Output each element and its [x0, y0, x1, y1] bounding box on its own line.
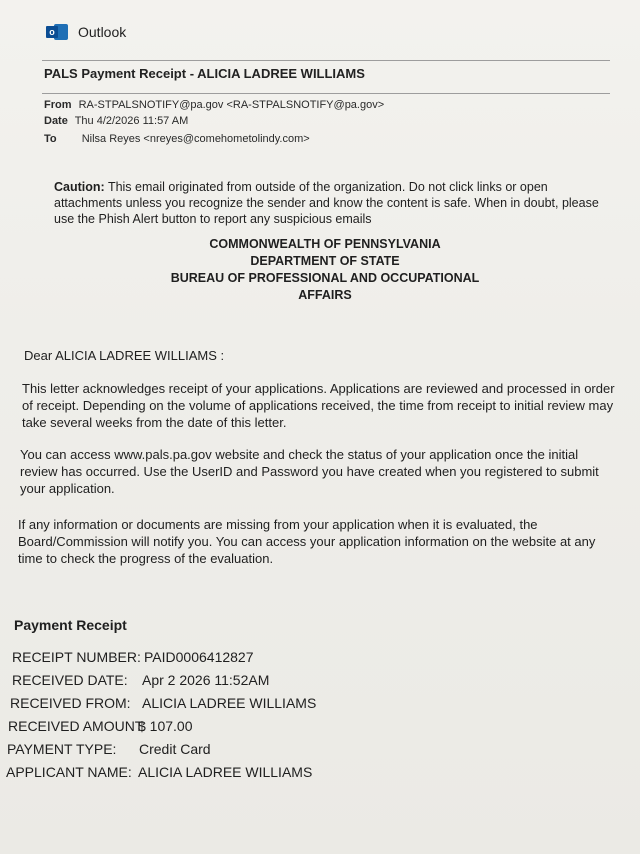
- app-header: [46, 22, 126, 42]
- receipt-value: PAID0006412827: [144, 648, 254, 665]
- to-value[interactable]: Nilsa Reyes <nreyes@comehometolindy.com>: [81, 133, 310, 145]
- receipt-row: [6, 760, 410, 783]
- to-line: [44, 133, 310, 145]
- receipt-label: RECEIVED DATE:: [12, 671, 128, 688]
- app-name: Outlook: [78, 24, 127, 40]
- header-divider: [42, 60, 610, 61]
- from-label: From: [44, 99, 72, 111]
- receipt-row: [7, 737, 410, 760]
- caution-label: Caution:: [54, 180, 105, 194]
- receipt-row: [10, 691, 410, 714]
- receipt-label: RECEIVED FROM:: [10, 694, 131, 711]
- receipt-label: APPLICANT NAME:: [6, 763, 132, 780]
- date-value: Thu 4/2/2026 11:57 AM: [74, 115, 189, 127]
- paragraph-2: You can access www.pals.pa.gov website and check the status of your application once the initial review has occurred. Use the UserID and Password you have created when you registered to submit your application.: [20, 447, 599, 496]
- subject-divider: [42, 93, 610, 94]
- greeting: Dear ALICIA LADREE WILLIAMS :: [24, 348, 225, 363]
- receipt-row: [12, 645, 410, 668]
- email-subject: PALS Payment Receipt - ALICIA LADREE WILLIAMS: [44, 66, 365, 81]
- receipt-value: ALICIA LADREE WILLIAMS: [138, 763, 313, 780]
- date-label: Date: [44, 115, 68, 127]
- receipt-value: ALICIA LADREE WILLIAMS: [142, 694, 317, 711]
- date-line: [44, 115, 188, 127]
- agency-line-3: BUREAU OF PROFESSIONAL AND OCCUPATIONAL AFFAIRS: [170, 271, 480, 302]
- to-label: To: [44, 133, 57, 145]
- receipt-row: [8, 714, 410, 737]
- payment-receipt-table: [6, 645, 410, 783]
- paragraph-3: If any information or documents are missing from your application when it is evaluated, the Board/Commission will notify you. You can access your application information on the website at any time to check the progress of the evaluation.: [18, 517, 596, 566]
- receipt-label: RECEIPT NUMBER:: [12, 648, 141, 665]
- caution-banner: [54, 179, 614, 227]
- agency-line-2: DEPARTMENT OF STATE: [250, 254, 400, 268]
- receipt-value: Credit Card: [139, 740, 211, 757]
- receipt-label: RECEIVED AMOUNT:: [8, 717, 146, 734]
- receipt-row: [12, 668, 410, 691]
- caution-text: This email originated from outside of the organization. Do not click links or open attachments unless you recognize the sender and know the content is safe. When in doubt, please use the Phish Alert button to report any suspicious emails: [54, 180, 599, 226]
- receipt-value: $ 107.00: [138, 717, 193, 734]
- agency-line-1: COMMONWEALTH OF PENNSYLVANIA: [209, 237, 441, 251]
- outlook-logo-icon: [46, 22, 68, 42]
- paragraph-1: This letter acknowledges receipt of your applications. Applications are reviewed and processed in order of receipt. Depending on the volume of applications received, the time from receipt to initial review may take several weeks from the date of this letter.: [22, 381, 615, 430]
- from-line: [44, 99, 384, 111]
- payment-receipt-title: Payment Receipt: [14, 617, 127, 633]
- receipt-label: PAYMENT TYPE:: [7, 740, 117, 757]
- from-value[interactable]: RA-STPALSNOTIFY@pa.gov <RA-STPALSNOTIFY@pa.gov>: [78, 99, 385, 111]
- receipt-value: Apr 2 2026 11:52AM: [142, 671, 270, 688]
- logo-letter: o: [46, 26, 58, 38]
